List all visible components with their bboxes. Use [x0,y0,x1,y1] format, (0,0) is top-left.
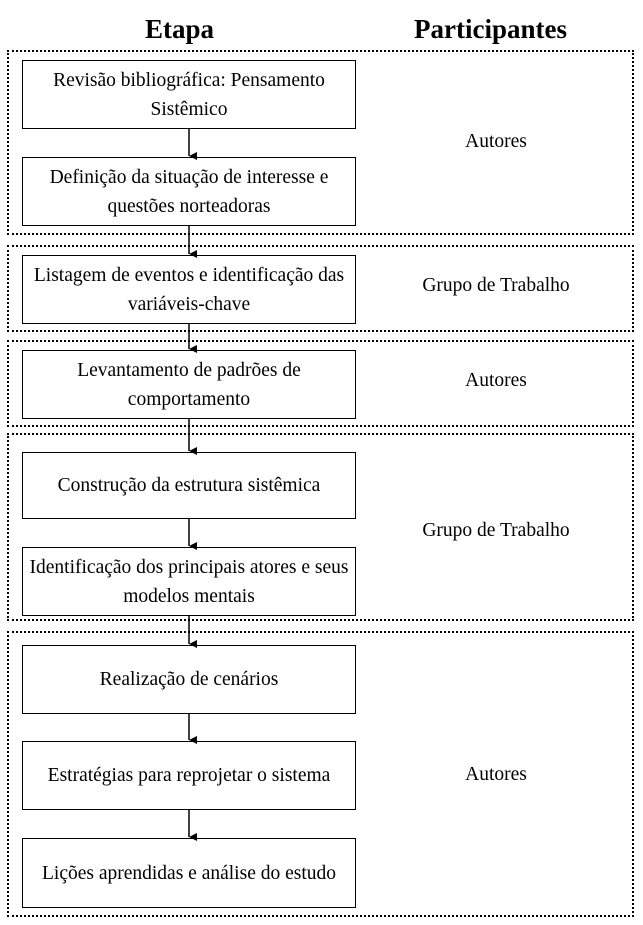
participants-label: Autores [465,764,527,785]
step-actors-mental-models: Identificação dos principais atores e seus modelos mentais [22,547,356,616]
step-situation-definition: Definição da situação de interesse e questões norteadoras [22,157,356,226]
step-scenarios: Realização de cenários [22,645,356,714]
step-redesign-strategies: Estratégias para reprojetar o sistema [22,741,356,810]
step-behavior-patterns: Levantamento de padrões de comportamento [22,350,356,419]
step-literature-review: Revisão bibliográfica: Pensamento Sistêmico [22,60,356,129]
participants-label: Grupo de Trabalho [422,520,570,541]
step-lessons-learned: Lições aprendidas e análise do estudo [22,838,356,908]
step-systemic-structure: Construção da estrutura sistêmica [22,452,356,519]
participants-column-header: Participantes [414,14,567,44]
participants-label: Grupo de Trabalho [422,275,570,296]
step-event-listing: Listagem de eventos e identificação das variáveis-chave [22,255,356,324]
stage-column-header: Etapa [145,14,215,44]
participants-label: Autores [465,370,527,391]
participants-label: Autores [465,131,527,152]
